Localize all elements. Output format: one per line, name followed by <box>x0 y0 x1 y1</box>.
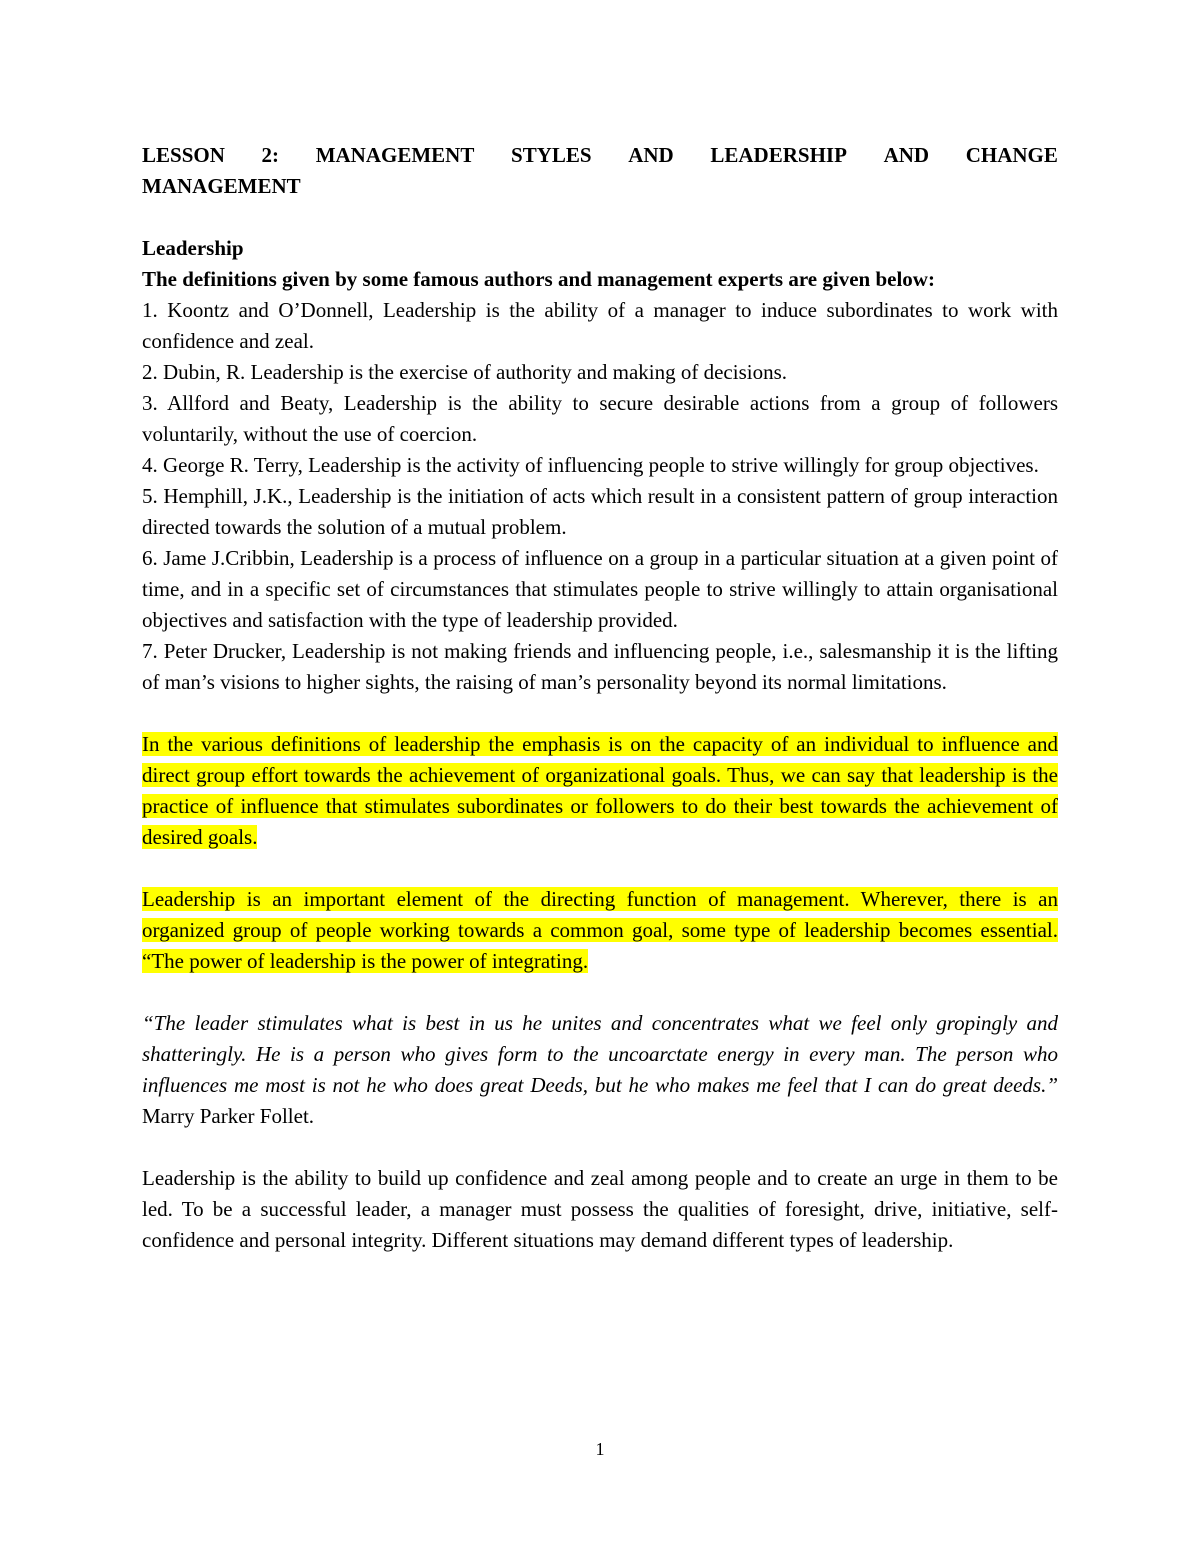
lesson-title-line-2: MANAGEMENT <box>142 174 301 198</box>
definitions-intro: The definitions given by some famous authors and management experts are given below: <box>142 267 935 291</box>
title-word: LEADERSHIP <box>710 143 847 167</box>
page-number: 1 <box>595 1439 605 1459</box>
section-heading: Leadership <box>142 236 244 260</box>
highlighted-text: In the various definitions of leadership the emphasis is on the capacity of an individual to influence and direct group effort towards the achievement of organizational goals. Thus, we can say that leadership is the practice of influence that stimulates subordinates or followers to do their best towards the achievement of desired goals. <box>142 732 1058 849</box>
quote-paragraph <box>142 1008 1058 1132</box>
title-word: AND <box>628 143 674 167</box>
quote-text: “The leader stimulates what is best in us he unites and concentrates what we feel only gropingly and shatteringly. He is a person who gives form to the uncoarctate energy in every man. The person who influences me most is not he who does great Deeds, but he who makes me feel that I can do great deeds.” <box>142 1011 1058 1097</box>
definition-item: 1. Koontz and O’Donnell, Leadership is the ability of a manager to induce subordinates to work with confidence and zeal. <box>142 298 1058 353</box>
title-word: STYLES <box>511 143 592 167</box>
definition-item: 2. Dubin, R. Leadership is the exercise of authority and making of decisions. <box>142 360 788 384</box>
title-word: LESSON <box>142 143 225 167</box>
document-page <box>142 140 1058 1256</box>
highlighted-text: Leadership is an important element of the directing function of management. Wherever, there is an organized group of people working towards a common goal, some type of leadership becomes essential. “The power of leadership is the power of integrating. <box>142 887 1058 973</box>
definition-item: 5. Hemphill, J.K., Leadership is the initiation of acts which result in a consistent pattern of group interaction directed towards the solution of a mutual problem. <box>142 484 1058 539</box>
closing-paragraph: Leadership is the ability to build up confidence and zeal among people and to create an urge in them to be led. To be a successful leader, a manager must possess the qualities of foresight, drive, initiative, self-confidence and personal integrity. Different situations may demand different types of leadership. <box>142 1166 1058 1252</box>
lesson-title-line-1 <box>142 140 1058 171</box>
definition-item: 7. Peter Drucker, Leadership is not making friends and influencing people, i.e., salesmanship it is the lifting of man’s visions to higher sights, the raising of man’s personality beyond its normal limitations. <box>142 639 1058 694</box>
quote-author: Marry Parker Follet. <box>142 1104 315 1128</box>
definition-item: 6. Jame J.Cribbin, Leadership is a process of influence on a group in a particular situation at a given point of time, and in a specific set of circumstances that stimulates people to strive willingly to attain organisational objectives and satisfaction with the type of leadership provided. <box>142 546 1058 632</box>
definition-item: 4. George R. Terry, Leadership is the activity of influencing people to strive willingly for group objectives. <box>142 453 1039 477</box>
highlighted-paragraph-1 <box>142 729 1058 853</box>
highlighted-paragraph-2 <box>142 884 1058 977</box>
definition-item: 3. Allford and Beaty, Leadership is the ability to secure desirable actions from a group of followers voluntarily, without the use of coercion. <box>142 391 1058 446</box>
title-word: CHANGE <box>965 143 1058 167</box>
title-word: 2: <box>261 143 280 167</box>
title-word: MANAGEMENT <box>315 143 475 167</box>
title-word: AND <box>883 143 930 167</box>
